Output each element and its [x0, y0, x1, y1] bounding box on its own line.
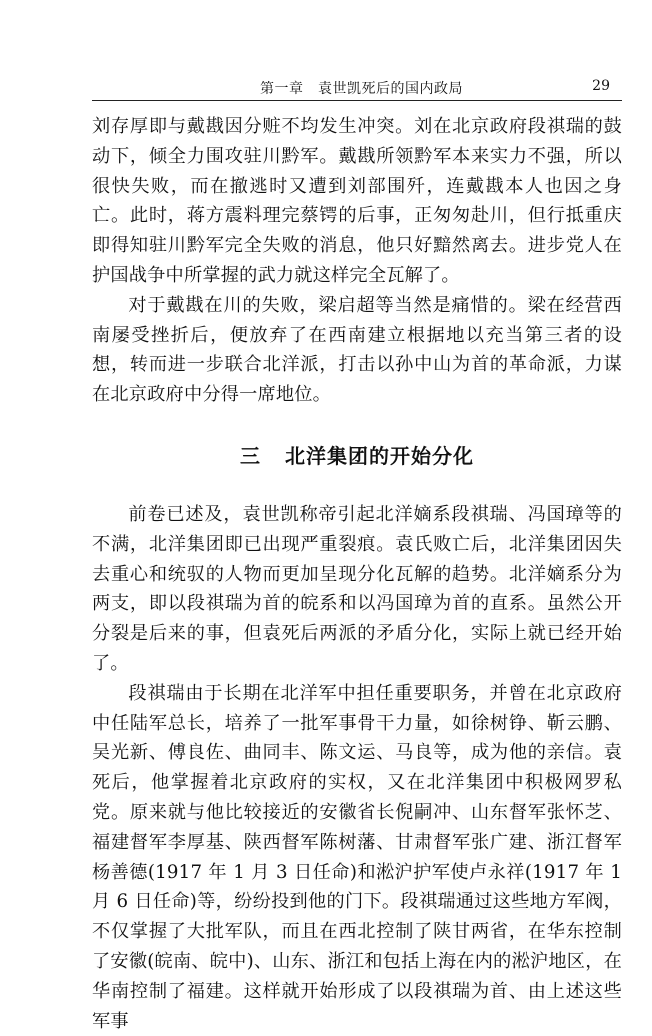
- page-number: 29: [592, 78, 610, 94]
- paragraph: 段祺瑞由于长期在北洋军中担任重要职务，并曾在北京政府中任陆军总长，培养了一批军事骨干力量，如徐树铮、靳云鹏、吴光新、傅良佐、曲同丰、陈文运、马良等，成为他的亲信。袁死后，他掌握着北京政府的实权，又在北洋集团中积极网罗私党。原来就与他比较接近的安徽省长倪嗣冲、山东督军张怀芝、福建督军李厚基、陕西督军陈树藩、甘肃督军张广建、浙江督军杨善德(1917 年 1 月 3 日任命)和淞沪护军使卢永祥(1917 年 1 月 6 日任命)等，纷纷投到他的门下。段祺瑞通过这些地方军阀，不仅掌握了大批军队，而且在西北控制了陕甘两省，在华东控制了安徽(皖南、皖中)、山东、浙江和包括上海在内的淞沪地区，在华南控制了福建。这样就开始形成了以段祺瑞为首、由上述这些军事: [92, 682, 622, 1032]
- paragraph: 对于戴戡在川的失败，梁启超等当然是痛惜的。梁在经营西南屡受挫折后，便放弃了在西南建立根据地以充当第三者的设想，转而进一步联合北洋派，打击以孙中山为首的革命派，力谋在北京政府中分得一席地位。: [92, 294, 622, 406]
- section-number: 三: [240, 444, 261, 468]
- text-block-1: [92, 112, 622, 410]
- text-block-2: [92, 500, 622, 1036]
- section-heading: [92, 440, 622, 469]
- section-title: 北洋集团的开始分化: [285, 444, 474, 468]
- paragraph: 刘存厚即与戴戡因分赃不均发生冲突。刘在北京政府段祺瑞的鼓动下，倾全力围攻驻川黔军。戴戡所领黔军本来实力不强，所以很快失败，而在撤逃时又遭到刘部围歼，连戴戡本人也因之身亡。此时，蒋方震料理完蔡锷的后事，正匆匆赴川，但行抵重庆即得知驻川黔军完全失败的消息，他只好黯然离去。进步党人在护国战争中所掌握的武力就这样完全瓦解了。: [92, 116, 622, 286]
- paragraph: 前卷已述及，袁世凯称帝引起北洋嫡系段祺瑞、冯国璋等的不满，北洋集团即已出现严重裂痕。袁氏败亡后，北洋集团因失去重心和统驭的人物而更加呈现分化瓦解的趋势。北洋嫡系分为两支，即以段祺瑞为首的皖系和以冯国璋为首的直系。虽然公开分裂是后来的事，但袁死后两派的矛盾分化，实际上就已经开始了。: [92, 504, 622, 674]
- header-divider: [92, 100, 622, 101]
- chapter-title: 第一章 袁世凯死后的国内政局: [260, 81, 463, 97]
- running-header: [92, 78, 620, 100]
